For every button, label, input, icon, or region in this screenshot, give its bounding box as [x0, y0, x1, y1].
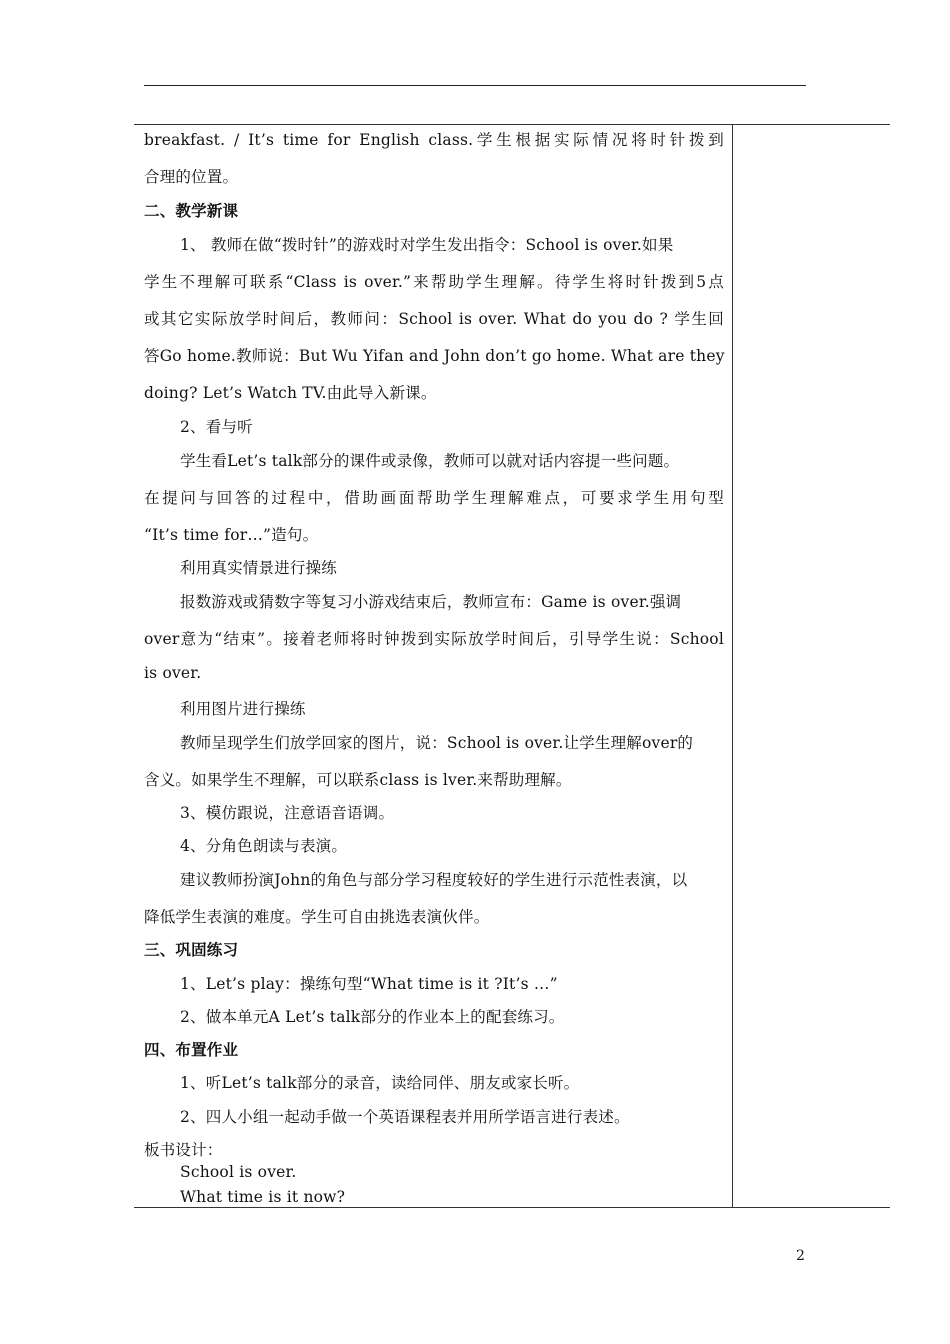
board-line: School is over. — [180, 1163, 297, 1181]
text-line: 或其它实际放学时间后，教师问：School is over. What do you do ? 学生回 — [144, 310, 724, 328]
board-design-label: 板书设计： — [144, 1141, 223, 1159]
text-line: breakfast. / It’s time for English class.学生根据实际情况将时针拨到 — [144, 131, 724, 149]
text-line: 在提问与回答的过程中，借助画面帮助学生理解难点，可要求学生用句型 — [144, 489, 724, 507]
section-heading: 四、布置作业 — [144, 1041, 239, 1059]
section-heading: 二、教学新课 — [144, 202, 239, 220]
header-rule — [144, 85, 806, 86]
text-line: over意为“结束”。接着老师将时钟拨到实际放学时间后，引导学生说：School — [144, 630, 724, 648]
text-line: 2、做本单元A Let’s talk部分的作业本上的配套练习。 — [180, 1008, 565, 1026]
text-line: 学生不理解可联系“Class is over.”来帮助学生理解。待学生将时针拨到5点 — [144, 273, 724, 291]
board-line: What time is it now? — [180, 1188, 346, 1206]
text-line: 报数游戏或猜数字等复习小游戏结束后，教师宣布：Game is over.强调 — [180, 593, 682, 611]
text-line: 降低学生表演的难度。学生可自由挑选表演伙伴。 — [144, 908, 490, 926]
text-line: “It’s time for…”造句。 — [144, 526, 319, 544]
text-line: 含义。如果学生不理解，可以联系class is lver.来帮助理解。 — [144, 771, 572, 789]
text-line: 2、四人小组一起动手做一个英语课程表并用所学语言进行表述。 — [180, 1108, 630, 1126]
text-line: 利用真实情景进行操练 — [180, 559, 338, 577]
text-line: is over. — [144, 664, 202, 682]
table-column-divider — [732, 124, 733, 1208]
text-line: 2、看与听 — [180, 418, 253, 436]
text-line: 1、听Let’s talk部分的录音，读给同伴、朋友或家长听。 — [180, 1074, 580, 1092]
text-line: 学生看Let’s talk部分的课件或录像，教师可以就对话内容提一些问题。 — [180, 452, 680, 470]
text-line: 合理的位置。 — [144, 168, 239, 186]
page-number: 2 — [796, 1248, 805, 1264]
text-line: doing? Let’s Watch TV.由此导入新课。 — [144, 384, 437, 402]
text-line: 利用图片进行操练 — [180, 700, 306, 718]
text-line: 1、Let’s play：操练句型“What time is it ?It’s …” — [180, 975, 558, 993]
text-line: 教师呈现学生们放学回家的图片，说：School is over.让学生理解over的 — [180, 734, 694, 752]
text-line: 4、分角色朗读与表演。 — [180, 837, 348, 855]
text-line: 3、模仿跟说，注意语音语调。 — [180, 804, 395, 822]
text-line: 建议教师扮演John的角色与部分学习程度较好的学生进行示范性表演，以 — [180, 871, 688, 889]
text-line: 1、 教师在做“拨时针”的游戏时对学生发出指令：School is over.如果 — [180, 236, 674, 254]
section-heading: 三、巩固练习 — [144, 941, 239, 959]
text-line: 答Go home.教师说：But Wu Yifan and John don’t go home. What are they — [144, 347, 725, 365]
